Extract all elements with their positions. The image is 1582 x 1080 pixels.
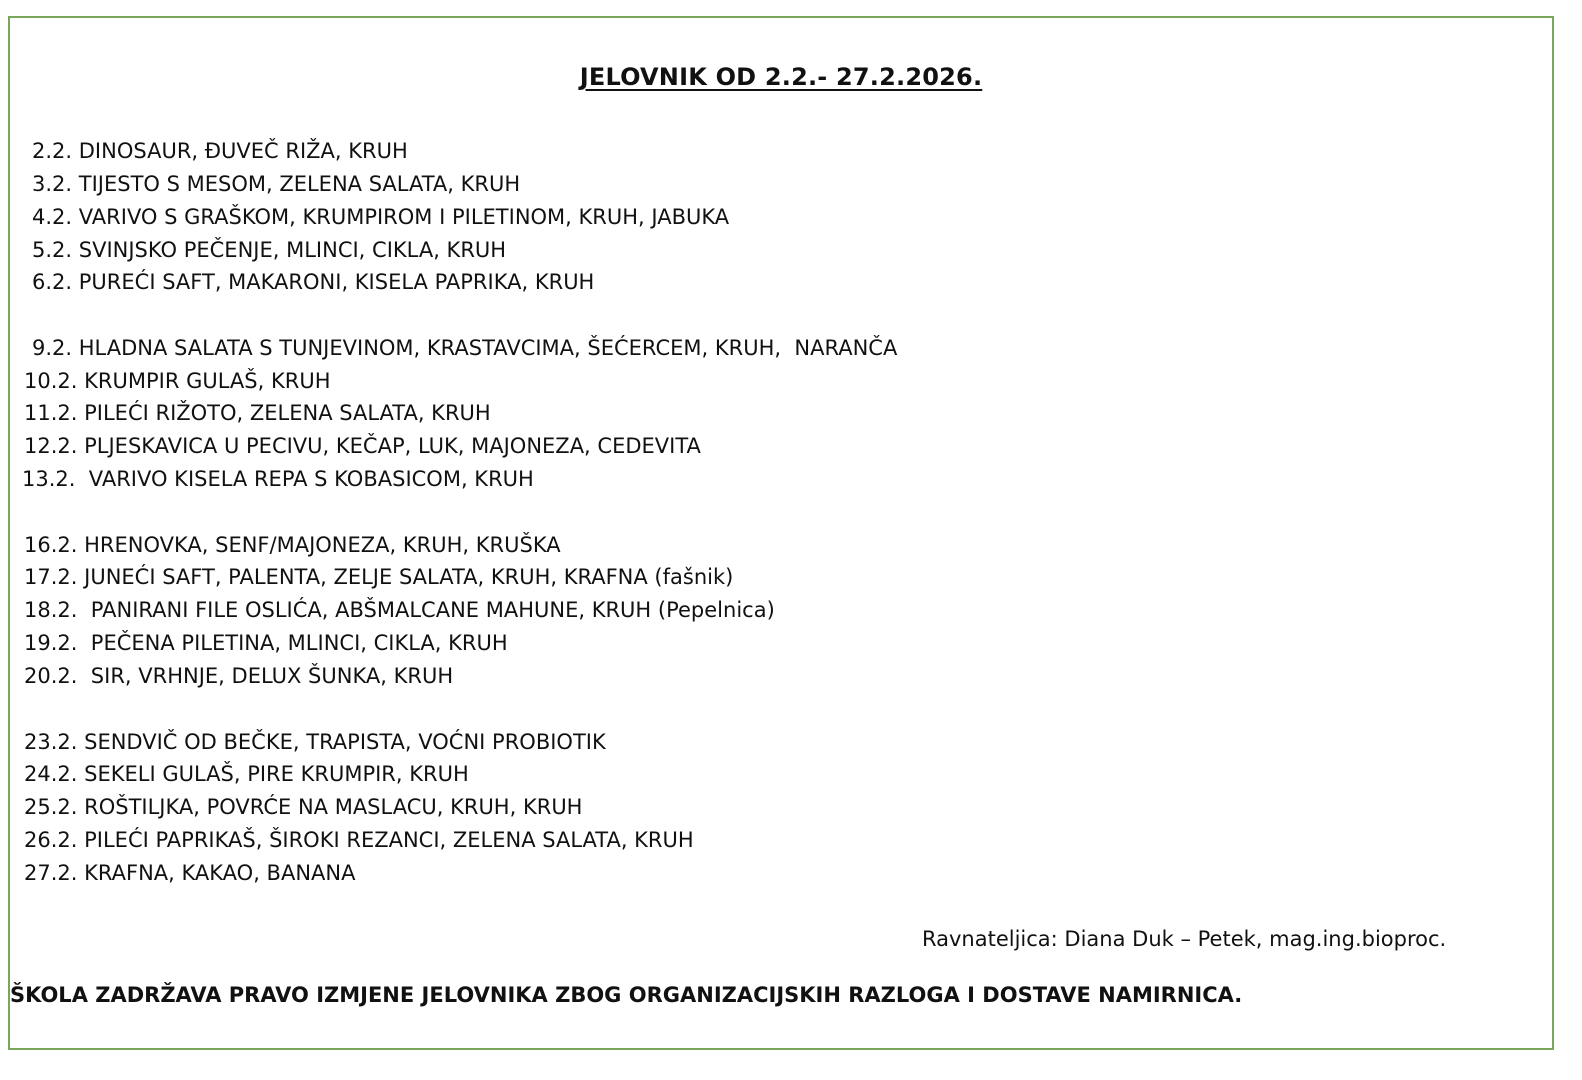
- menu-date: 10.2.: [24, 369, 78, 393]
- menu-row: [22, 464, 534, 494]
- menu-meal: DINOSAUR, ĐUVEČ RIŽA, KRUH: [78, 139, 408, 163]
- menu-date: 24.2.: [24, 762, 78, 786]
- menu-date: 5.2.: [32, 238, 73, 262]
- menu-date: 12.2.: [24, 434, 78, 458]
- menu-date: 20.2.: [24, 664, 78, 688]
- menu-row: [32, 136, 408, 166]
- menu-row: [24, 595, 775, 625]
- menu-row: [32, 267, 594, 297]
- menu-meal: ROŠTILJKA, POVRĆE NA MASLACU, KRUH, KRUH: [84, 795, 583, 819]
- menu-meal: JUNEĆI SAFT, PALENTA, ZELJE SALATA, KRUH, KRAFNA (fašnik): [84, 565, 734, 589]
- menu-row: [24, 398, 491, 428]
- menu-row: [24, 759, 469, 789]
- menu-row: [24, 562, 733, 592]
- menu-date: 11.2.: [24, 401, 78, 425]
- menu-meal: SVINJSKO PEČENJE, MLINCI, CIKLA, KRUH: [78, 238, 507, 262]
- menu-row: [24, 727, 606, 757]
- menu-date: 2.2.: [32, 139, 73, 163]
- menu-meal: KRUMPIR GULAŠ, KRUH: [84, 369, 331, 393]
- menu-row: [32, 202, 729, 232]
- principal-signature: Ravnateljica: Diana Duk – Petek, mag.ing.bioproc.: [922, 927, 1447, 951]
- menu-date: 18.2.: [24, 598, 78, 622]
- menu-meal: PILEĆI PAPRIKAŠ, ŠIROKI REZANCI, ZELENA SALATA, KRUH: [84, 828, 694, 852]
- menu-meal: SIR, VRHNJE, DELUX ŠUNKA, KRUH: [84, 664, 454, 688]
- menu-row: [24, 628, 508, 658]
- menu-date: 4.2.: [32, 205, 73, 229]
- menu-date: 25.2.: [24, 795, 78, 819]
- menu-meal: HLADNA SALATA S TUNJEVINOM, KRASTAVCIMA, ŠEĆERCEM, KRUH, NARANČA: [78, 336, 898, 360]
- menu-meal: VARIVO S GRAŠKOM, KRUMPIROM I PILETINOM, KRUH, JABUKA: [78, 205, 730, 229]
- menu-meal: PILEĆI RIŽOTO, ZELENA SALATA, KRUH: [84, 401, 491, 425]
- menu-row: [24, 792, 582, 822]
- menu-row: [24, 530, 561, 560]
- menu-date: 16.2.: [24, 533, 78, 557]
- menu-meal: PEČENA PILETINA, MLINCI, CIKLA, KRUH: [84, 631, 508, 655]
- menu-date: 6.2.: [32, 270, 73, 294]
- menu-meal: KRAFNA, KAKAO, BANANA: [84, 861, 356, 885]
- menu-row: [24, 858, 355, 888]
- menu-meal: VARIVO KISELA REPA S KOBASICOM, KRUH: [82, 467, 534, 491]
- menu-row: [24, 366, 331, 396]
- menu-row: [32, 333, 897, 363]
- menu-date: 26.2.: [24, 828, 78, 852]
- menu-meal: TIJESTO S MESOM, ZELENA SALATA, KRUH: [78, 172, 521, 196]
- menu-date: 19.2.: [24, 631, 78, 655]
- menu-date: 3.2.: [32, 172, 73, 196]
- menu-date: 17.2.: [24, 565, 78, 589]
- menu-row: [32, 169, 520, 199]
- menu-meal: PUREĆI SAFT, MAKARONI, KISELA PAPRIKA, KRUH: [78, 270, 595, 294]
- menu-row: [24, 431, 701, 461]
- menu-row: [32, 235, 506, 265]
- menu-meal: PANIRANI FILE OSLIĆA, ABŠMALCANE MAHUNE, KRUH (Pepelnica): [84, 598, 775, 622]
- menu-meal: SEKELI GULAŠ, PIRE KRUMPIR, KRUH: [84, 762, 469, 786]
- menu-date: 9.2.: [32, 336, 73, 360]
- menu-row: [24, 661, 453, 691]
- menu-meal: SENDVIČ OD BEČKE, TRAPISTA, VOĆNI PROBIOTIK: [84, 730, 606, 754]
- menu-date: 13.2.: [22, 467, 76, 491]
- page-title: JELOVNIK OD 2.2.- 27.2.2026.: [579, 63, 983, 91]
- menu-meal: HRENOVKA, SENF/MAJONEZA, KRUH, KRUŠKA: [84, 533, 561, 557]
- menu-date: 23.2.: [24, 730, 78, 754]
- footer-notice: ŠKOLA ZADRŽAVA PRAVO IZMJENE JELOVNIKA ZBOG ORGANIZACIJSKIH RAZLOGA I DOSTAVE NAMIRNICA.: [10, 983, 1243, 1007]
- menu-date: 27.2.: [24, 861, 78, 885]
- menu-row: [24, 825, 694, 855]
- menu-meal: PLJESKAVICA U PECIVU, KEČAP, LUK, MAJONEZA, CEDEVITA: [84, 434, 701, 458]
